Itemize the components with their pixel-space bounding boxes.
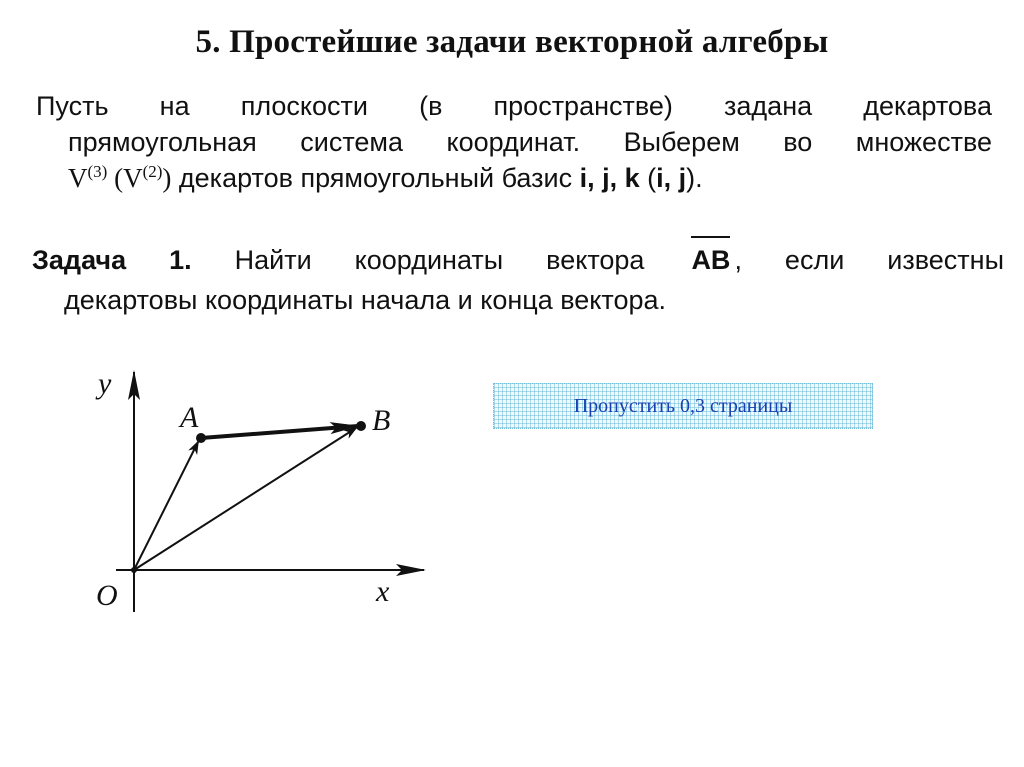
vector-oa xyxy=(134,442,198,570)
space-v3: V xyxy=(68,163,88,193)
vector-ab-arrow xyxy=(201,426,358,438)
y-axis-label: y xyxy=(98,367,112,400)
task-text-before: Найти координаты вектора xyxy=(191,245,645,275)
space-v2-superscript: (2) xyxy=(142,162,163,181)
intro-line-2: прямоугольная система координат. Выберем во множестве xyxy=(68,127,992,157)
basis-close: ). xyxy=(686,163,703,193)
space-v3-superscript: (3) xyxy=(87,162,108,181)
intro-line-1: Пусть на плоскости (в пространстве) задана декартова xyxy=(36,91,992,121)
basis-text: декартов прямоугольный базис xyxy=(171,163,580,193)
task-line-2: декартовы координаты начала и конца вектора. xyxy=(64,285,667,315)
origin-label: O xyxy=(96,579,118,612)
point-b-label: B xyxy=(372,404,391,437)
space-v2-close: ) xyxy=(162,163,172,193)
point-a-dot xyxy=(196,433,206,443)
basis-ij: i, j xyxy=(656,163,687,193)
page-title: 5. Простейшие задачи векторной алгебры xyxy=(195,24,829,60)
space-v2: (V xyxy=(107,163,143,193)
basis-open: ( xyxy=(639,163,657,193)
task-label: Задача 1. xyxy=(32,245,192,275)
task-text-after: , если известны xyxy=(734,245,1004,275)
x-axis-label: x xyxy=(376,575,390,608)
vector-ob xyxy=(134,428,356,570)
point-b-dot xyxy=(356,421,366,431)
point-a-label: A xyxy=(180,401,199,434)
basis-ijk: i, j, k xyxy=(579,163,640,193)
origin-dot xyxy=(131,567,137,573)
skip-button[interactable]: Пропустить 0,3 страницы xyxy=(493,383,873,429)
vector-ab: AB xyxy=(687,240,734,280)
